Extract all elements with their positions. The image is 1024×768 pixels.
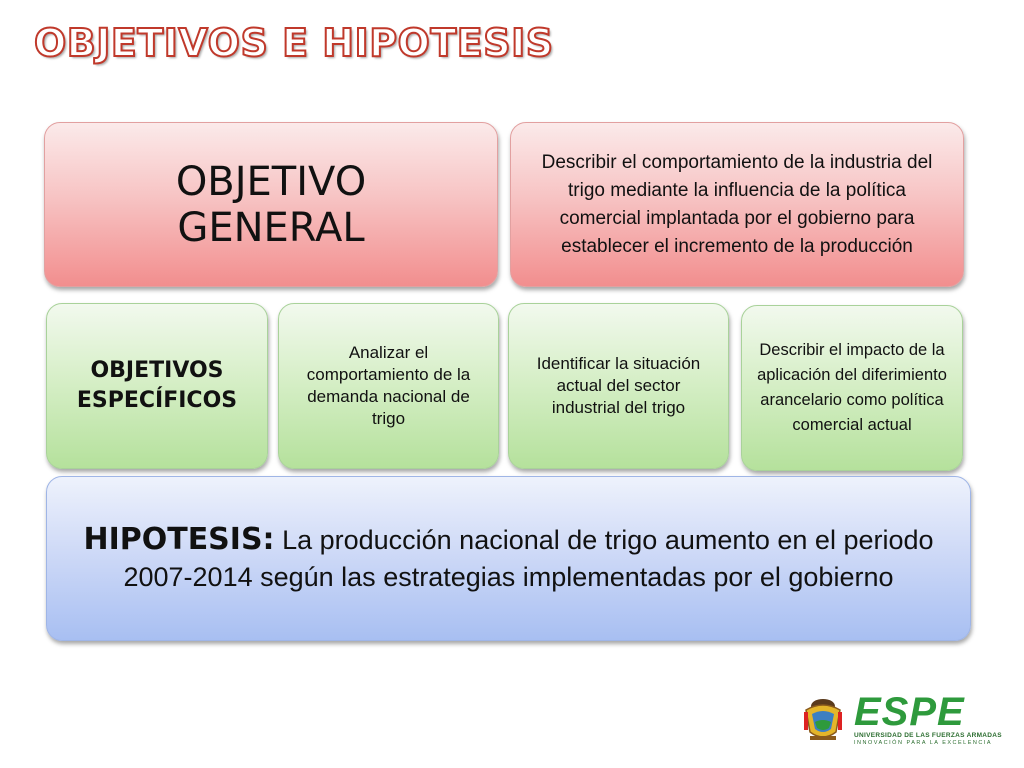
objetivo-general-description-box xyxy=(510,122,964,287)
espe-logo xyxy=(800,692,1000,748)
objetivo-general-description: Describir el comportamiento de la industria del trigo mediante la influencia de la política comercial implantada por el gobierno para establecer el incremento de la producción xyxy=(541,151,933,257)
objetivo-especifico-1-text: Analizar el comportamiento de la demanda nacional de trigo xyxy=(306,343,471,428)
espe-tagline-motto: INNOVACIÓN PARA LA EXCELENCIA xyxy=(854,740,993,746)
objetivo-especifico-3-text: Describir el impacto de la aplicación del diferimiento arancelario como política comercial actual xyxy=(757,341,947,434)
objetivos-especificos-label: OBJETIVOS ESPECÍFICOS xyxy=(76,358,238,413)
espe-emblem-icon xyxy=(800,692,846,744)
objetivo-especifico-1 xyxy=(278,303,499,469)
objetivo-especifico-2 xyxy=(508,303,729,469)
espe-wordmark: ESPE xyxy=(854,690,965,734)
hipotesis-label: HIPOTESIS: xyxy=(83,522,275,557)
objetivo-especifico-3 xyxy=(741,305,963,471)
hipotesis-text: La producción nacional de trigo aumento en el periodo 2007-2014 según las estrategias implementadas por el gobierno xyxy=(123,525,934,592)
hipotesis-box xyxy=(46,476,971,641)
objetivos-especificos-box xyxy=(46,303,268,469)
hipotesis-content xyxy=(47,521,970,596)
objetivo-general-label: OBJETIVO GENERAL xyxy=(175,158,367,251)
objetivo-general-box xyxy=(44,122,498,287)
objetivo-especifico-2-text: Identificar la situación actual del sector industrial del trigo xyxy=(536,354,701,417)
slide-title: OBJETIVOS E HIPOTESIS xyxy=(34,21,554,65)
espe-tagline-university: UNIVERSIDAD DE LAS FUERZAS ARMADAS xyxy=(854,732,1002,739)
